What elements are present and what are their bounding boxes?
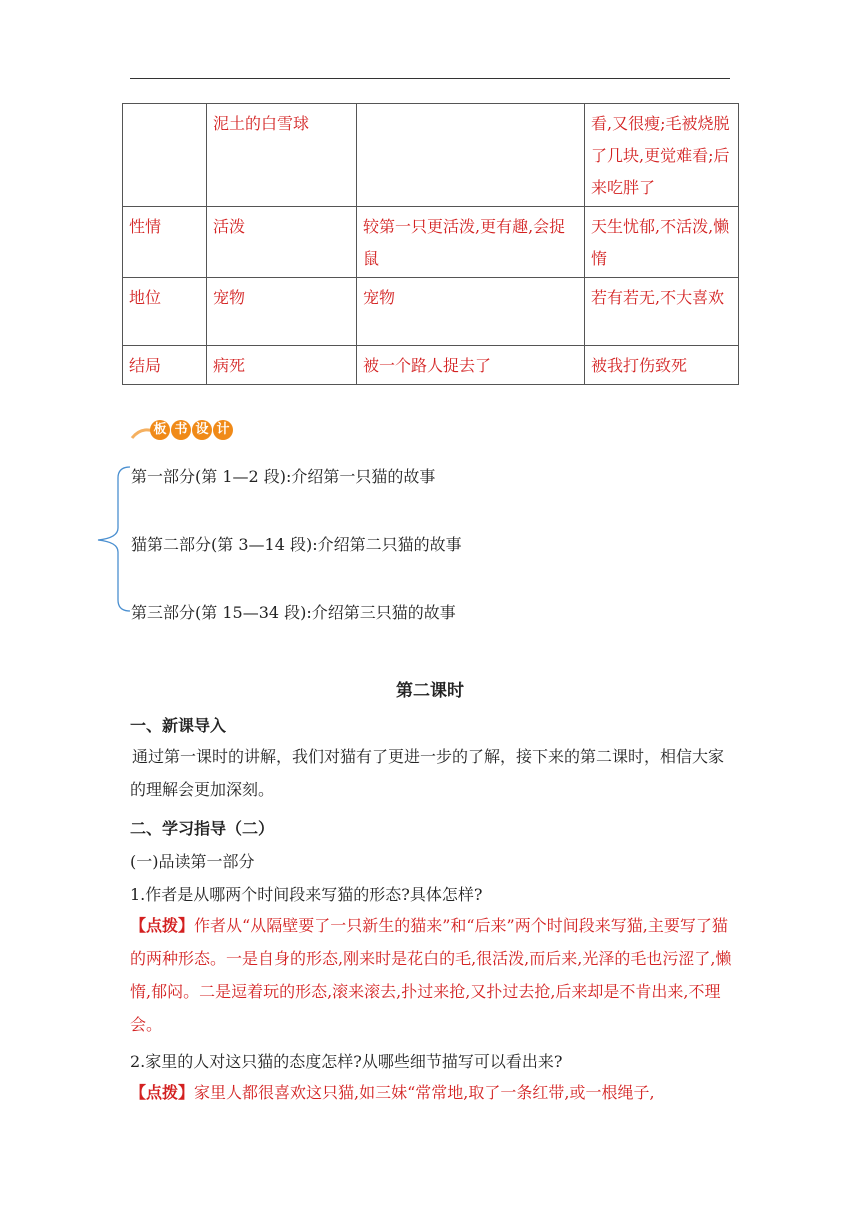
table-cell: 被一个路人捉去了 <box>357 346 585 385</box>
table-cell: 性情 <box>123 207 207 278</box>
outline-bracket <box>96 464 132 614</box>
banner-char: 计 <box>213 420 233 440</box>
table-cell: 病死 <box>207 346 357 385</box>
hint-tag: 【点拨】 <box>130 916 195 935</box>
table-row <box>123 207 739 278</box>
table-row <box>123 278 739 346</box>
outline-item-2: 猫第二部分(第 3—14 段):介绍第二只猫的故事 <box>131 535 462 554</box>
banner-char: 书 <box>171 420 191 440</box>
section-heading: 二、学习指导（二） <box>130 819 275 838</box>
table-cell: 较第一只更活泼,更有趣,会捉鼠 <box>357 207 585 278</box>
lesson-title: 第二课时 <box>396 681 464 701</box>
outline-item-1: 第一部分(第 1—2 段):介绍第一只猫的故事 <box>131 467 436 486</box>
table-cell: 活泼 <box>207 207 357 278</box>
table-cell: 看,又很瘦;毛被烧脱了几块,更觉难看;后来吃胖了 <box>585 104 739 207</box>
table-cell: 宠物 <box>357 278 585 346</box>
banner-label <box>150 420 234 440</box>
intro-paragraph: 通过第一课时的讲解，我们对猫有了更进一步的了解，接下来的第二课时，相信大家的理解会更加深刻。 <box>130 747 725 799</box>
section-heading: 一、新课导入 <box>130 716 227 735</box>
table-cell: 地位 <box>123 278 207 346</box>
question-1: 1.作者是从哪两个时间段来写猫的形态?具体怎样? <box>130 885 483 904</box>
table-cell: 结局 <box>123 346 207 385</box>
table-row <box>123 346 739 385</box>
table-cell: 被我打伤致死 <box>585 346 739 385</box>
answer-1 <box>130 909 736 1041</box>
table-cell <box>123 104 207 207</box>
table-cell: 天生忧郁,不活泼,懒惰 <box>585 207 739 278</box>
header-rule <box>130 78 730 79</box>
table-cell: 宠物 <box>207 278 357 346</box>
answer-text: 作者从“从隔壁要了一只新生的猫来”和“后来”两个时间段来写猫,主要写了猫的两种形态。一是自身的形态,刚来时是花白的毛,很活泼,而后来,光泽的毛也污涩了,懒惰,郁闷。二是逗着玩的形态,滚来滚去,扑过来抢,又扑过去抢,后来却是不肯出来,不理会。 <box>130 916 732 1034</box>
table-row <box>123 104 739 207</box>
banner-char: 设 <box>192 420 212 440</box>
question-2: 2.家里的人对这只猫的态度怎样?从哪些细节描写可以看出来? <box>130 1052 563 1071</box>
banner-char: 板 <box>150 420 170 440</box>
table-cell <box>357 104 585 207</box>
answer-2 <box>130 1076 736 1109</box>
outline-item-3: 第三部分(第 15—34 段):介绍第三只猫的故事 <box>131 603 456 622</box>
cat-comparison-table <box>122 103 739 385</box>
table-cell: 泥土的白雪球 <box>207 104 357 207</box>
hint-tag: 【点拨】 <box>130 1083 195 1102</box>
subsection-title: (一)品读第一部分 <box>130 852 255 871</box>
table-cell: 若有若无,不大喜欢 <box>585 278 739 346</box>
answer-text: 家里人都很喜欢这只猫,如三妹“常常地,取了一条红带,或一根绳子, <box>194 1083 655 1102</box>
